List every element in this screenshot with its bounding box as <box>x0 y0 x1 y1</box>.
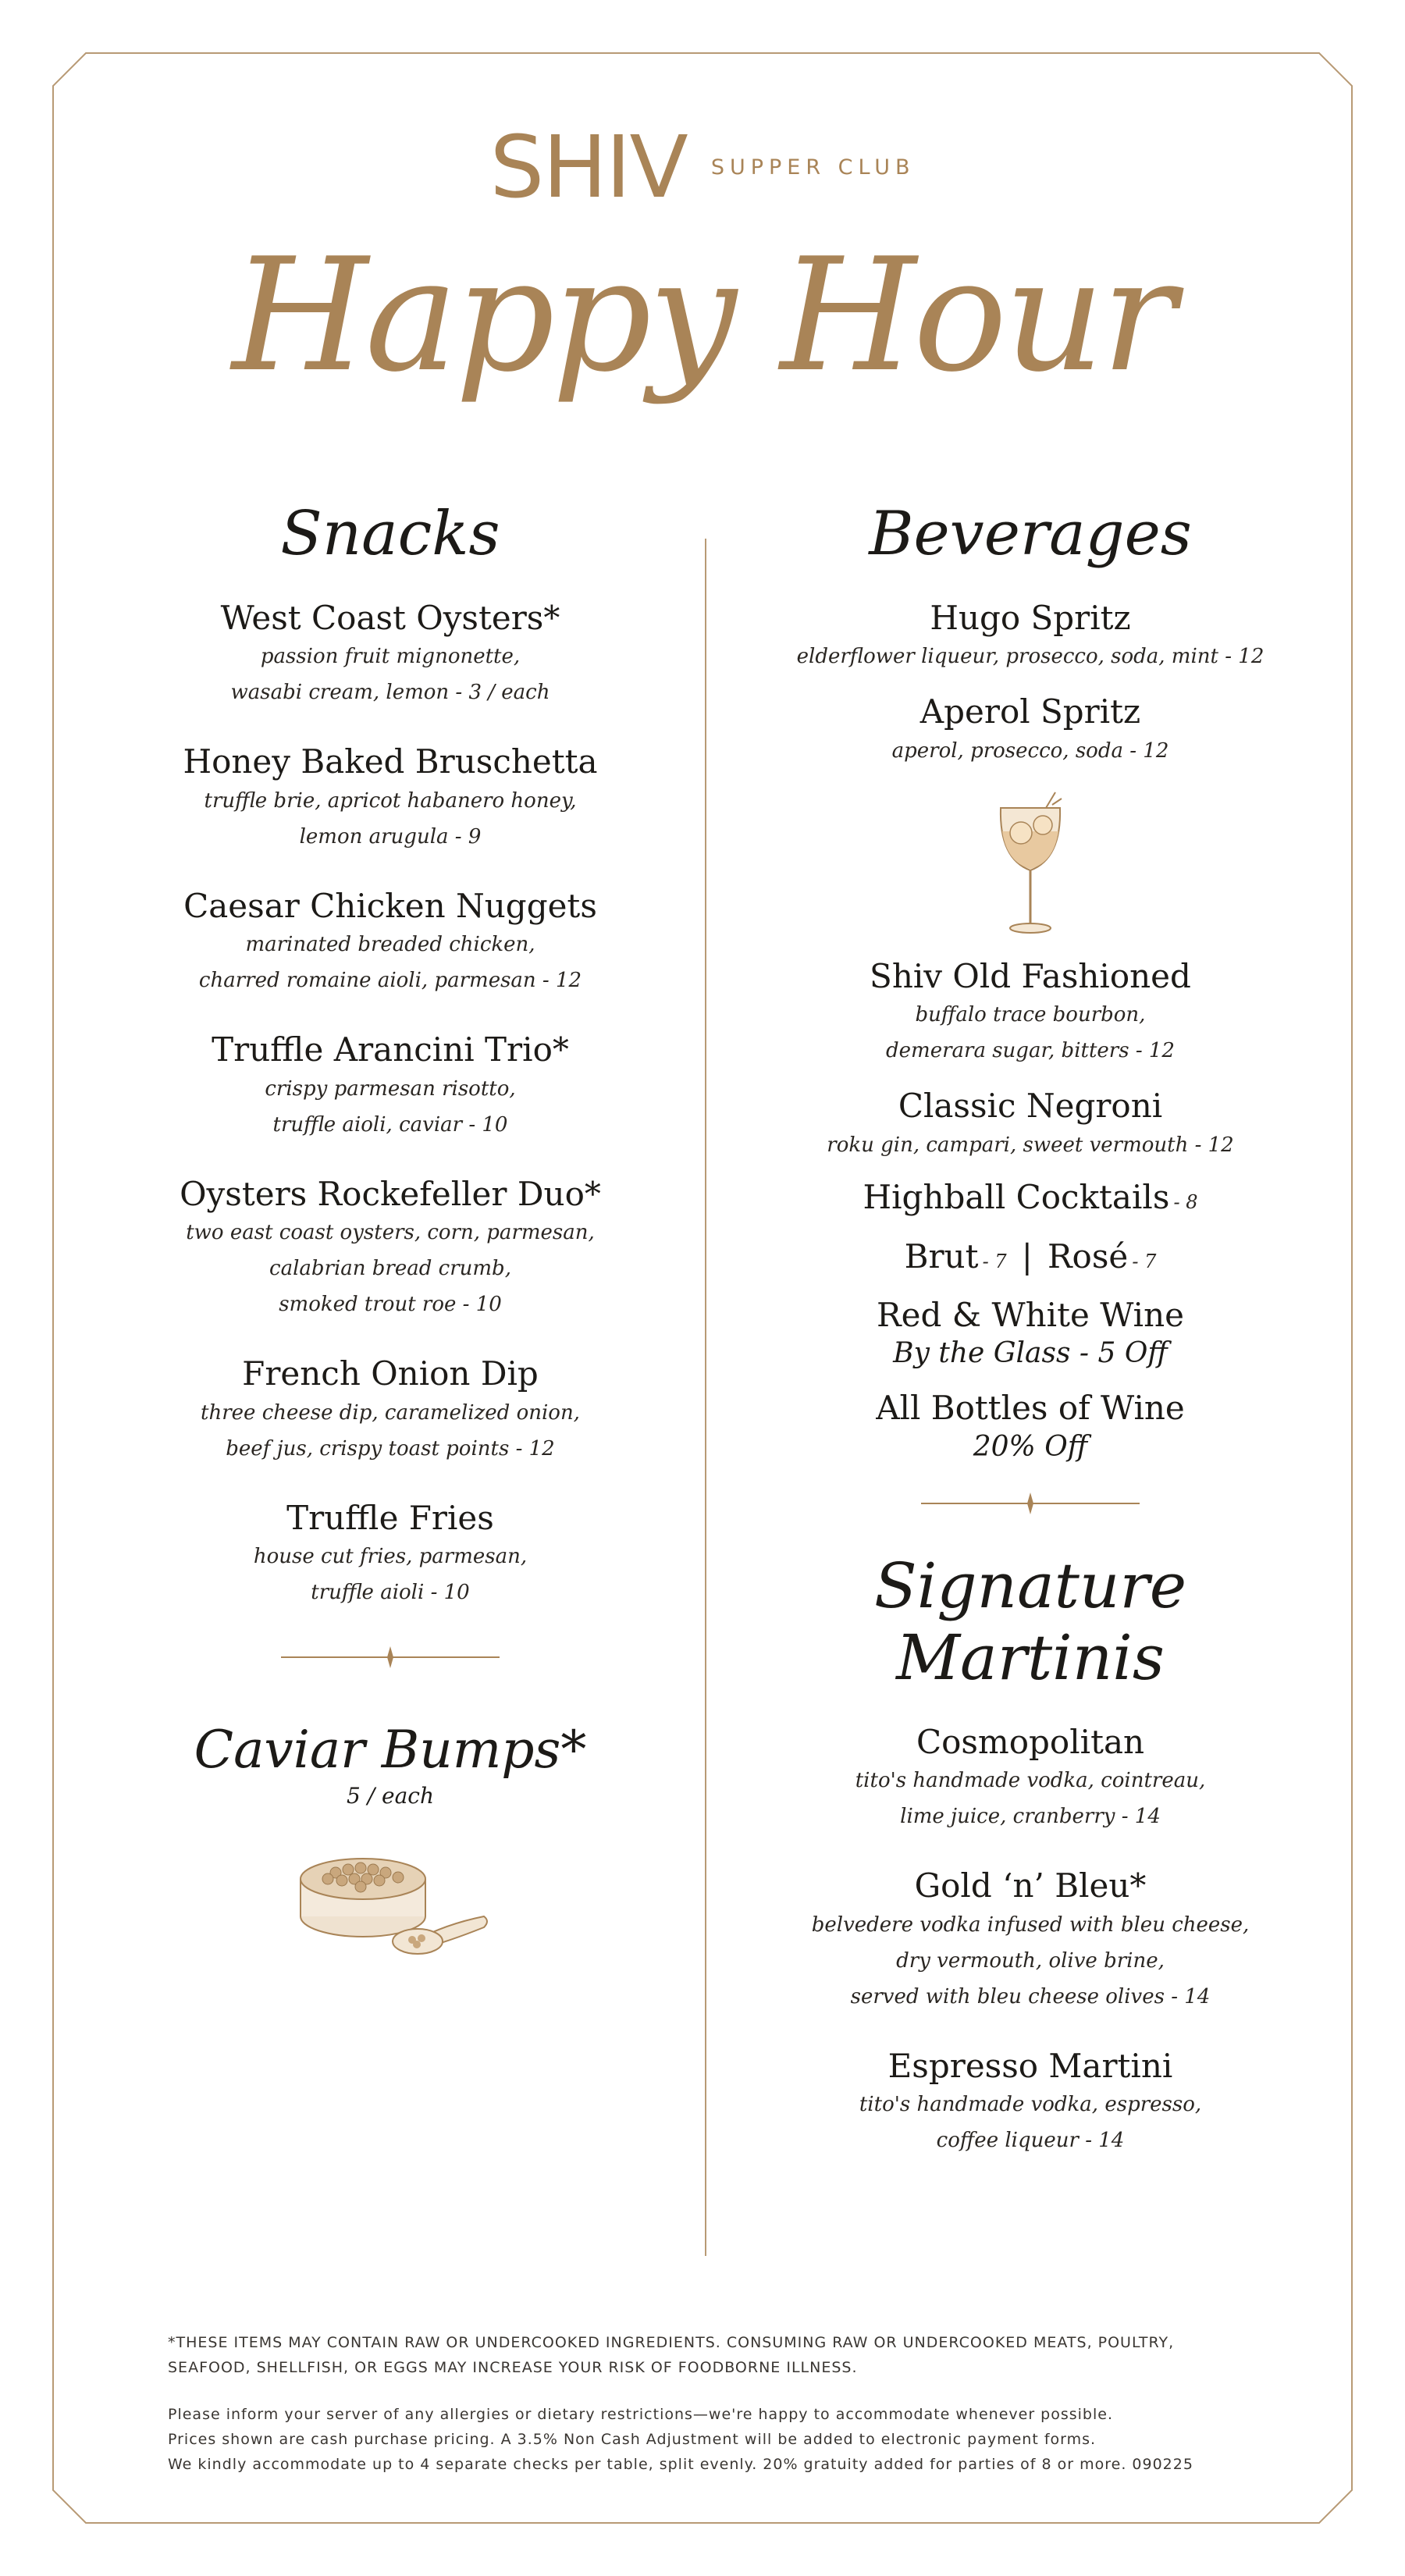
item-name: Red & White Wine <box>877 1295 1184 1334</box>
brut-rose-item <box>781 1236 1280 1278</box>
item-name: Classic Negroni <box>898 1087 1163 1126</box>
warning-line: SEAFOOD, SHELLFISH, OR EGGS MAY INCREASE YOUR RISK OF FOODBORNE ILLNESS. <box>168 2359 858 2376</box>
caviar-heading: Caviar Bumps* <box>194 1720 587 1781</box>
menu-item <box>156 1030 624 1143</box>
spritz-glass-icon <box>984 785 1077 941</box>
menu-item <box>781 2046 1280 2159</box>
caviar-price: 5 / each <box>346 1783 435 1809</box>
bottles-item <box>781 1388 1280 1464</box>
caviar-section <box>156 1720 624 1965</box>
item-desc: tito's handmade vodka, cointreau, lime juice, cranberry - 14 <box>855 1769 1206 1829</box>
brut-price: - 7 <box>982 1251 1007 1273</box>
item-desc: truffle brie, apricot habanero honey, lemon arugula - 9 <box>204 788 577 849</box>
item-desc: two east coast oysters, corn, parmesan, calabrian bread crumb, smoked trout roe - 10 <box>186 1221 595 1317</box>
item-desc: roku gin, campari, sweet vermouth - 12 <box>827 1133 1234 1157</box>
menu-item <box>781 1722 1280 1835</box>
item-name: Truffle Arancini Trio* <box>212 1030 569 1069</box>
rose-name: Rosé <box>1047 1237 1129 1276</box>
martinis-heading-line1: Signature <box>873 1549 1187 1622</box>
item-name: All Bottles of Wine <box>876 1389 1185 1428</box>
brut-rose-separator: | <box>1021 1237 1033 1276</box>
item-name: Highball Cocktails <box>863 1177 1170 1216</box>
item-sub: By the Glass - 5 Off <box>893 1337 1168 1370</box>
item-desc: passion fruit mignonette, wasabi cream, lemon - 3 / each <box>230 645 550 705</box>
item-desc: aperol, prosecco, soda - 12 <box>891 738 1169 763</box>
rose-price: - 7 <box>1132 1251 1157 1273</box>
column-divider <box>705 539 706 2256</box>
pricing-note: Prices shown are cash purchase pricing. A 3.5% Non Cash Adjustment will be added to electronic payment forms. <box>168 2431 1097 2448</box>
beverages-section <box>781 500 1280 2190</box>
raw-food-warning <box>168 2330 1261 2380</box>
snacks-section <box>156 500 624 1980</box>
martinis-heading <box>781 1550 1280 1694</box>
item-desc: elderflower liqueur, prosecco, soda, mint - 12 <box>796 645 1264 669</box>
martinis-heading-line2: Martinis <box>896 1621 1165 1694</box>
item-desc: marinated breaded chicken, charred romaine aioli, parmesan - 12 <box>198 933 582 993</box>
menu-item <box>156 1354 624 1467</box>
brut-name: Brut <box>904 1237 979 1276</box>
shiv-logo: SHIV <box>489 117 687 217</box>
item-name: Aperol Spritz <box>919 692 1141 731</box>
ornament-divider <box>913 1488 1147 1519</box>
item-desc: belvedere vodka infused with bleu cheese, dry vermouth, olive brine, served with bleu cheese olives - 14 <box>811 1912 1250 2008</box>
menu-item <box>781 956 1280 1069</box>
warning-line: *THESE ITEMS MAY CONTAIN RAW OR UNDERCOOKED INGREDIENTS. CONSUMING RAW OR UNDERCOOKED MEATS, POULTRY, <box>168 2334 1175 2351</box>
menu-item <box>156 1174 624 1323</box>
caviar-tin-icon <box>289 1824 492 1965</box>
item-name: Shiv Old Fashioned <box>870 956 1191 995</box>
menu-item <box>156 742 624 855</box>
checks-note: We kindly accommodate up to 4 separate checks per table, split evenly. 20% gratuity added for parties of 8 or more. 090225 <box>168 2456 1193 2473</box>
item-name: Truffle Fries <box>286 1498 494 1537</box>
beverages-heading: Beverages <box>869 499 1192 569</box>
brand-header <box>0 117 1405 217</box>
item-name: French Onion Dip <box>242 1354 539 1393</box>
item-desc: crispy parmesan risotto, truffle aioli, caviar - 10 <box>265 1076 516 1137</box>
menu-item <box>156 886 624 999</box>
item-name: Hugo Spritz <box>930 598 1131 637</box>
item-name: Oysters Rockefeller Duo* <box>180 1174 601 1213</box>
item-desc: tito's handmade vodka, espresso, coffee liqueur - 14 <box>859 2093 1202 2153</box>
item-name: West Coast Oysters* <box>220 598 560 637</box>
menu-item <box>781 692 1280 769</box>
item-name: Gold ‘n’ Bleu* <box>914 1866 1147 1905</box>
menu-item <box>781 598 1280 675</box>
item-sub: 20% Off <box>973 1430 1088 1463</box>
item-name: Honey Baked Bruschetta <box>183 742 598 781</box>
footer-notes <box>168 2330 1261 2477</box>
ornament-divider <box>273 1642 507 1673</box>
page-title: Happy Hour <box>232 225 1173 407</box>
menu-item <box>781 1866 1280 2015</box>
item-desc: three cheese dip, caramelized onion, beef jus, crispy toast points - 12 <box>201 1400 580 1461</box>
item-name: Espresso Martini <box>887 2046 1173 2085</box>
menu-item <box>156 598 624 711</box>
brand-subtitle: SUPPER CLUB <box>710 155 916 180</box>
highball-item <box>781 1177 1280 1219</box>
menu-item <box>156 1498 624 1611</box>
item-desc: house cut fries, parmesan, truffle aioli - 10 <box>253 1545 528 1605</box>
snacks-heading: Snacks <box>280 499 500 569</box>
menu-item <box>781 1086 1280 1163</box>
item-price: - 8 <box>1173 1190 1198 1213</box>
item-name: Cosmopolitan <box>916 1722 1145 1761</box>
wine-item <box>781 1295 1280 1372</box>
allergy-note: Please inform your server of any allergies or dietary restrictions—we're happy to accommodate whenever possible. <box>168 2406 1113 2423</box>
item-desc: buffalo trace bourbon, demerara sugar, bitters - 12 <box>886 1003 1175 1063</box>
item-name: Caesar Chicken Nuggets <box>183 886 597 925</box>
